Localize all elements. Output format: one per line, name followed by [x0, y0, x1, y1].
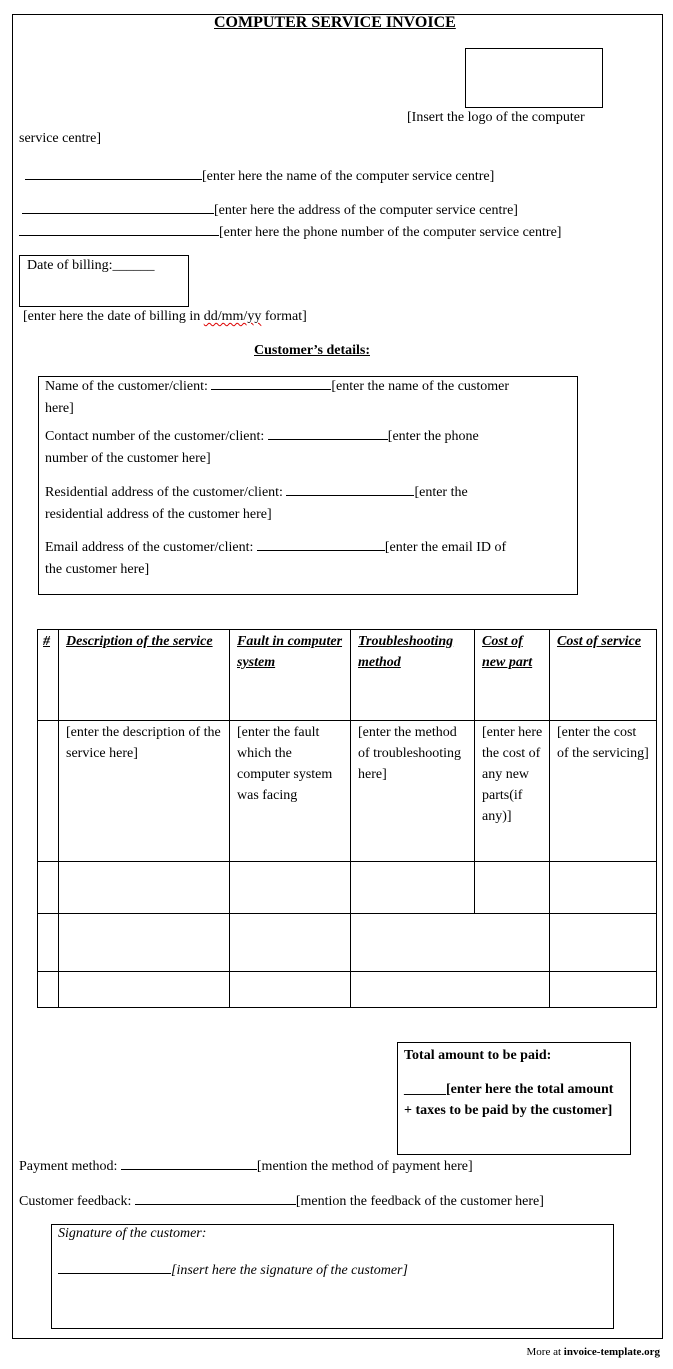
table-row	[38, 914, 657, 972]
centre-address-hint: [enter here the address of the computer service centre]	[214, 203, 518, 218]
cell-fault[interactable]	[230, 862, 351, 914]
header-fault: Fault in computer system	[230, 630, 351, 721]
customer-email-field[interactable]	[45, 537, 570, 580]
billing-date-label: Date of billing:______	[27, 258, 155, 273]
customer-address-label: Residential address of the customer/client:	[45, 485, 287, 500]
centre-phone-hint: [enter here the phone number of the computer service centre]	[219, 225, 562, 240]
footer-prefix: More at	[526, 1346, 564, 1358]
table-row	[38, 862, 657, 914]
customer-details-box	[38, 376, 578, 595]
customer-contact-label: Contact number of the customer/client:	[45, 429, 268, 444]
centre-address-blank[interactable]	[22, 200, 214, 214]
table-row	[38, 972, 657, 1008]
service-table-header	[38, 630, 657, 721]
customer-contact-hint: [enter the phone	[387, 429, 479, 444]
cell-number[interactable]	[38, 862, 59, 914]
cell-fault[interactable]: [enter the fault which the computer system was facing	[230, 721, 351, 862]
payment-method-blank[interactable]	[121, 1156, 257, 1170]
customer-address-blank[interactable]	[286, 482, 414, 496]
logo-hint: [Insert the logo of the computer	[407, 110, 585, 125]
invoice-title: COMPUTER SERVICE INVOICE	[214, 14, 456, 31]
customer-feedback-blank[interactable]	[135, 1191, 296, 1205]
customer-name-hint: [enter the name of the customer	[331, 379, 510, 394]
customer-address-hint: [enter the	[414, 485, 468, 500]
cell-cost-new-part[interactable]: [enter here the cost of any new parts(if any)]	[475, 721, 550, 862]
header-cost-new-part: Cost of new part	[475, 630, 550, 721]
cell-number[interactable]	[38, 721, 59, 862]
payment-method-field[interactable]	[19, 1156, 473, 1175]
signature-label: Signature of the customer:	[58, 1226, 207, 1241]
total-amount-hint: ______[enter here the total amount + taxes to be paid by the customer]	[404, 1082, 614, 1118]
billing-date-box[interactable]	[19, 255, 189, 307]
signature-hint: [insert here the signature of the customer]	[171, 1263, 408, 1278]
signature-field[interactable]	[58, 1260, 408, 1279]
customer-name-hint-end: here]	[45, 400, 74, 416]
cell-number[interactable]	[38, 914, 59, 972]
cell-cost-service[interactable]	[550, 862, 657, 914]
billing-date-hint-text: [enter here the date of billing in	[23, 309, 204, 324]
cell-troubleshooting[interactable]	[351, 862, 475, 914]
service-table	[37, 629, 657, 1008]
customer-contact-field[interactable]	[45, 426, 570, 469]
signature-blank[interactable]	[58, 1260, 171, 1274]
customer-email-hint-end: the customer here]	[45, 561, 150, 577]
customer-email-blank[interactable]	[257, 537, 385, 551]
payment-method-hint: [mention the method of payment here]	[256, 1159, 473, 1174]
total-amount-box[interactable]	[397, 1042, 631, 1155]
billing-date-hint	[23, 309, 307, 325]
cell-cost-service[interactable]	[550, 914, 657, 972]
centre-phone-blank[interactable]	[19, 222, 219, 236]
cell-description[interactable]	[59, 862, 230, 914]
customer-name-label: Name of the customer/client:	[45, 379, 212, 394]
cell-description[interactable]	[59, 914, 230, 972]
customer-feedback-label: Customer feedback:	[19, 1194, 135, 1209]
billing-date-hint-end: format]	[261, 309, 307, 324]
centre-address-field[interactable]	[22, 200, 518, 219]
customer-name-blank[interactable]	[211, 376, 331, 390]
footer-site-link[interactable]: invoice-template.org	[563, 1346, 660, 1358]
cell-troubleshooting[interactable]: [enter the method of troubleshooting here]	[351, 721, 475, 862]
header-cost-service: Cost of service	[550, 630, 657, 721]
logo-placeholder[interactable]	[465, 48, 603, 108]
customer-address-field[interactable]	[45, 482, 570, 525]
cell-fault[interactable]	[230, 972, 351, 1008]
payment-method-label: Payment method:	[19, 1159, 121, 1174]
header-troubleshooting: Troubleshooting method	[351, 630, 475, 721]
customer-details-heading: Customer’s details:	[254, 343, 370, 358]
cell-description[interactable]: [enter the description of the service here]	[59, 721, 230, 862]
header-number: #	[38, 630, 59, 721]
cell-troubleshooting-cost[interactable]	[351, 972, 550, 1008]
centre-name-hint: [enter here the name of the computer service centre]	[202, 169, 495, 184]
customer-contact-blank[interactable]	[268, 426, 388, 440]
centre-name-field[interactable]	[25, 166, 494, 185]
centre-name-blank[interactable]	[25, 166, 202, 180]
billing-date-format: dd/mm/yy	[203, 309, 262, 324]
cell-cost-service[interactable]: [enter the cost of the servicing]	[550, 721, 657, 862]
cell-troubleshooting-cost[interactable]	[351, 914, 550, 972]
total-amount-label: Total amount to be paid:	[404, 1048, 552, 1063]
customer-feedback-hint: [mention the feedback of the customer here]	[295, 1194, 544, 1209]
customer-email-hint: [enter the email ID of	[384, 540, 507, 555]
cell-fault[interactable]	[230, 914, 351, 972]
customer-email-label: Email address of the customer/client:	[45, 540, 257, 555]
cell-cost-service[interactable]	[550, 972, 657, 1008]
cell-number[interactable]	[38, 972, 59, 1008]
centre-phone-field[interactable]	[19, 222, 561, 241]
signature-box[interactable]	[51, 1224, 614, 1329]
customer-address-hint-end: residential address of the customer here]	[45, 506, 272, 522]
footer-credit	[527, 1346, 660, 1358]
header-description: Description of the service	[59, 630, 230, 721]
customer-feedback-field[interactable]	[19, 1191, 544, 1210]
customer-name-field[interactable]	[45, 376, 570, 419]
customer-contact-hint-end: number of the customer here]	[45, 450, 211, 466]
cell-cost-new-part[interactable]	[475, 862, 550, 914]
table-row	[38, 721, 657, 862]
logo-hint-continued: service centre]	[19, 131, 101, 146]
cell-description[interactable]	[59, 972, 230, 1008]
